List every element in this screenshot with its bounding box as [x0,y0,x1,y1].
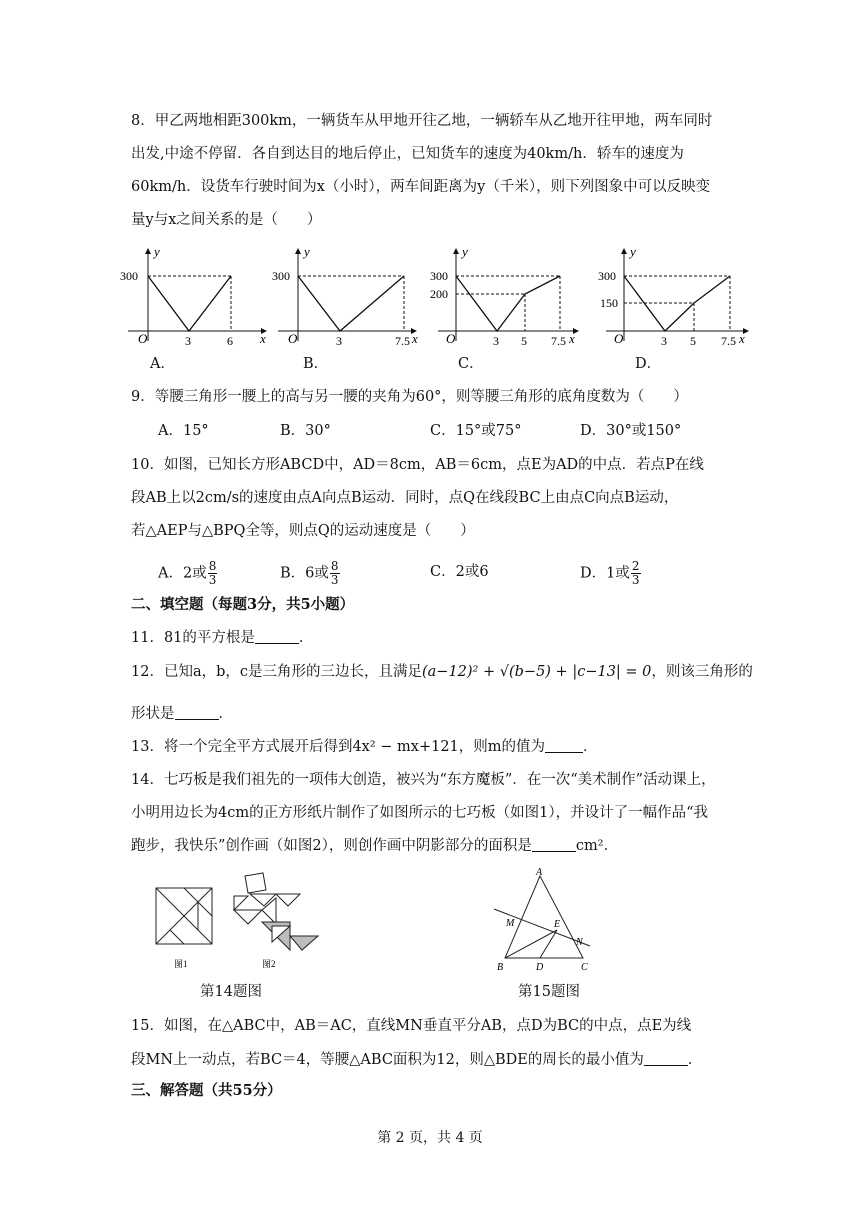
q8-line3: 60km/h．设货车行驶时间为x（小时），两车间距离为y（千米），则下列图象中可以反映变 [131,179,711,195]
q8-line1: 8．甲乙两地相距300km，一辆货车从甲地开往乙地，一辆轿车从乙地开往甲地，两车同时 [131,113,713,129]
q8-option-a: A． [150,356,175,372]
q15-label-b: B [497,962,504,973]
q8-line2: 出发,中途不停留．各自到达目的地后停止，已知货车的速度为40km/h．轿车的速度为 [131,146,684,162]
graph-b-xtick-3: 3 [336,334,342,348]
graph-a-origin: O [138,331,148,346]
q13: 13．将一个完全平方式展开后得到4x² − mx+121，则m的值为 ． [131,739,598,755]
q8-line4: 量y与x之间关系的是（ ） [131,212,322,228]
q15-line1: 15．如图，在△ABC中，AB＝AC，直线MN垂直平分AB，点D为BC的中点，点E为线 [131,1018,692,1034]
q9-option-d: D．30°或150° [580,423,682,439]
graph-b-ylabel: y [304,244,310,259]
graph-d-ylabel: y [630,244,636,259]
q14-blank [532,837,576,852]
graph-d-xtick-5: 5 [690,334,696,348]
tangram-square [156,888,212,944]
graph-b-origin: O [288,331,298,346]
graph-d-ytick-300: 300 [598,269,616,283]
q15-label-a: A [536,867,543,878]
q12-line1: 12．已知a，b，c是三角形的三边长，且满足(a−12)² + √(b−5) + |c−13| = 0，则该三角形的 [131,664,753,680]
q15-label-m: M [506,918,515,929]
q9-stem: 9．等腰三角形一腰上的高与另一腰的夹角为60°，则等腰三角形的底角度数为（ ） [131,389,688,405]
graph-c-origin: O [446,331,456,346]
q9-option-b: B．30° [280,423,331,439]
graph-d-xlabel: x [739,331,745,346]
graph-b-xtick-75: 7.5 [395,334,410,348]
graph-a-ylabel: y [154,244,160,259]
q15-label-e: E [554,919,561,930]
q12-line2: 形状是 ． [131,706,233,722]
graph-d-ytick-150: 150 [600,296,618,310]
q12-blank [175,705,219,720]
q8-graph-c [428,243,588,348]
q15-triangle-figure [490,866,600,978]
q8-graph-d [596,243,756,348]
section-fill-in-title: 二、填空题（每题3分，共5小题） [131,596,355,613]
graph-c-ytick-200: 200 [430,287,448,301]
graph-d-origin: O [614,331,624,346]
q10-option-b: B．6或 $\frac{8}{3}$ [280,559,339,587]
tangram-runner [234,873,318,950]
q14-line1: 14．七巧板是我们祖先的一项伟大创造，被兴为“东方魔板”．在一次“美术制作”活动课上， [131,772,716,788]
graph-a-xlabel: x [260,331,266,346]
q15-label-c: C [581,962,588,973]
q8-option-d: D． [635,356,662,372]
graph-c-xtick-5: 5 [521,334,527,348]
q10-option-d: D．1或 $\frac{2}{3}$ [580,559,640,587]
graph-c-xtick-75: 7.5 [551,334,566,348]
q9-option-c: C．15°或75° [430,423,522,439]
q13-blank [545,738,583,753]
q10-option-c: C．2或6 [430,564,489,580]
q15-line2: 段MN上一动点，若BC＝4，等腰△ABC面积为12，则△BDE的周长的最小值为 ． [131,1052,703,1068]
fig2-label: 图2 [262,959,276,969]
graph-d-xtick-3: 3 [661,334,667,348]
q14-line2: 小明用边长为4cm的正方形纸片制作了如图所示的七巧板（如图1），并设计了一幅作品“我 [131,805,708,821]
q14-line3: 跑步，我快乐”创作画（如图2），则创作画中阴影部分的面积是 cm²． [131,838,619,854]
q10-option-a: A．2或 $\frac{8}{3}$ [158,559,217,587]
q11-blank [255,629,299,644]
q10-line1: 10．如图，已知长方形ABCD中，AD＝8cm，AB＝6cm，点E为AD的中点．若点P在线 [131,457,704,473]
page-footer: 第 2 页，共 4 页 [377,1130,483,1146]
q15-caption: 第15题图 [518,984,580,1000]
q10-line3: 若△AEP与△BPQ全等，则点Q的运动速度是（ ） [131,523,475,539]
q15-label-d: D [536,962,544,973]
graph-c-xtick-3: 3 [493,334,499,348]
graph-a-xtick-6: 6 [227,334,233,348]
q10-line2: 段AB上以2cm/s的速度由点A向点B运动．同时，点Q在线段BC上由点C向点B运动， [131,490,679,506]
graph-c-ylabel: y [462,244,468,259]
fig1-label: 图1 [174,959,188,969]
q9-option-a: A．15° [158,423,209,439]
q11: 11．81的平方根是 ． [131,630,314,646]
q14-tangram-figure [150,870,330,980]
q8-option-c: C． [458,356,484,372]
q12-formula: (a−12)² + √(b−5) + |c−13| = 0 [422,664,652,680]
q8-option-b: B． [303,356,329,372]
graph-a-ytick: 300 [120,269,138,283]
graph-c-xlabel: x [569,331,575,346]
q15-blank [644,1051,688,1066]
graph-c-ytick-300: 300 [430,269,448,283]
q8-graph-b [268,243,428,348]
q15-label-n: N [576,937,583,948]
graph-d-xtick-75: 7.5 [721,334,736,348]
section-answer-title: 三、解答题（共55分） [131,1082,282,1099]
graph-b-ytick: 300 [272,269,290,283]
q14-caption: 第14题图 [200,984,262,1000]
q8-graph-a [118,243,278,348]
graph-b-xlabel: x [412,331,418,346]
graph-a-xtick-3: 3 [185,334,191,348]
